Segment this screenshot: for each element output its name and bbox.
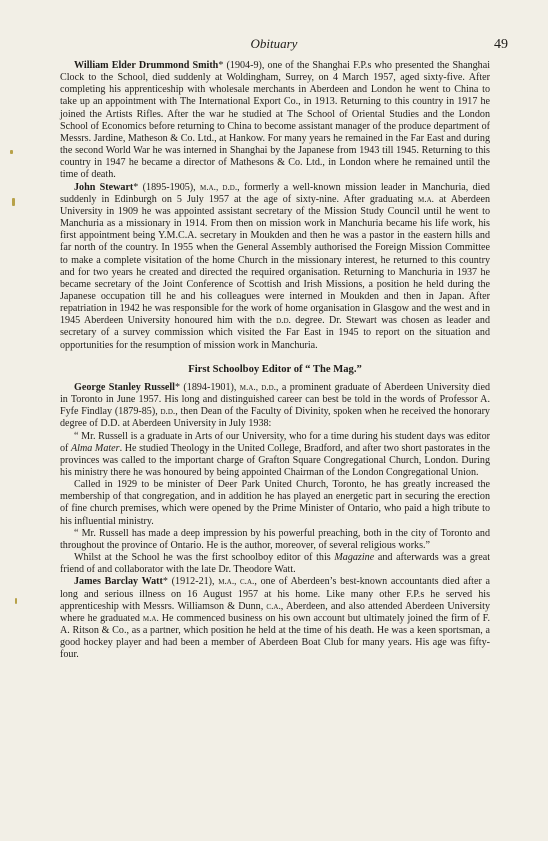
obituary-name: George Stanley Russell <box>74 381 175 393</box>
section-heading: First Schoolboy Editor of “ The Mag.” <box>188 363 362 375</box>
obituary-name: William Elder Drummond Smith <box>74 60 219 71</box>
obituary-body <box>60 60 490 662</box>
obituary-name: John Stewart <box>74 181 134 193</box>
obituary-stewart: John Stewart* (1895-1905), m.a., d.d., formerly a well-known mission leader in Manchuria, died suddenly in Edinburgh on 5 July 1957 at the age of sixty-nine. After graduating m.a. at Aberdeen University in 1909 he was appointed assistant secretary of the Mission Study Council until he went to Manchuria as a missionary in 1914. From then on mission work in Manchuria became his life work, his first appointment being Y.M.C.A. secretary in Moukden and then he was a pastor in the eastern hills and far north of the country. In 1955 when the General Assembly authorised the Foreign Mission Committee to make a complete visitation of the home Church in the missionary interest, he returned to this country and for two years he created and directed the required organisation. Returning to Manchuria in 1937 he became secretary of the Joint Conference of Scottish and Irish Missions, a position he held during the Japanese occupation till he and his colleagues were interned in Moukden and then in Japan. After repatriation in 1942 he was responsible for the work of home organisation in Glasgow and the west and in 1945 Aberdeen University honoured him with the d.d. degree. Dr. Stewart was chosen as leader and secretary of a survey commission which visited the Far East in 1945 to report on the situation and opportunities for the resumption of mission work in Manchuria. <box>60 181 490 351</box>
margin-mark <box>15 598 17 604</box>
quote-paragraph: Called in 1929 to be minister of Deer Park United Church, Toronto, he has greatly increased the membership of that congregation, and in addition he has played an energetic part in securing the erection of fine church premises, which were opened by the Prime Minister of Ontario, who paid a high tribute to his influential ministry. <box>60 479 490 527</box>
page-number: 49 <box>494 37 508 52</box>
margin-mark <box>10 150 13 154</box>
margin-mark <box>12 198 15 206</box>
running-head: Obituary <box>250 36 298 51</box>
obituary-name: James Barclay Watt <box>74 576 163 588</box>
quote-paragraph: “ Mr. Russell is a graduate in Arts of our University, who for a time during his student days was editor of Alma Mater. He studied Theology in the United College, Bradford, and after two short pastorates in the provinces was called to the important charge of Grafton Square Congregational Church, London. During his ministry there he was honoured by being appointed Chairman of the London Congregational Union. <box>60 430 490 478</box>
school-note-paragraph: Whilst at the School he was the first schoolboy editor of this Magazine and afterwards was a great friend of and collaborator with the late Dr. Theodore Watt. <box>60 552 490 576</box>
obituary-smith: William Elder Drummond Smith* (1904-9), one of the Shanghai F.P.s who presented the Shanghai Clock to the School, died suddenly at Woldingham, Surrey, on 4 March 1957, aged sixty-five. After completing his apprenticeship with wholesale merchants in Aberdeen and London he went to China to take up an appointment with The International Export Co., in 1913. Returning to this country in 1917 he joined the Artists Rifles. After the war he studied at The School of Oriental Studies and the London School of Economics before returning to China to become assistant manager of the produce department of Messrs. Jardine, Matheson & Co. Ltd., at Hankow. For many years he remained in the Far East and during the second World War he was interned in Shanghai by the Japanese from 1943 till 1945. Returning to this country in 1947 he became a director of Mathesons & Co. Ltd., in London where he remained until the time of death. <box>60 60 491 181</box>
obituary-watt: James Barclay Watt* (1912-21), m.a., c.a., one of Aberdeen’s best-known accountants died after a long and serious illness on 16 August 1957 at his home. Like many other F.P.s he served his apprenticeship with Messrs. Williamson & Dunn, c.a., Aberdeen, and also attended Aberdeen University where he graduated m.a. He commenced business on his own account but ultimately joined the firm of F. A. Ritson & Co., as a partner, which position he held at the time of his death. He was a keen sportsman, a good hockey player and had been a member of Aberdeen Boat Club for many years. His age was fifty-four. <box>60 576 491 661</box>
quote-paragraph: “ Mr. Russell has made a deep impression by his powerful preaching, both in the city of Toronto and throughout the province of Ontario. He is the author, moreover, of several religious works.” <box>60 527 490 551</box>
obituary-russell: George Stanley Russell* (1894-1901), m.a., d.d., a prominent graduate of Aberdeen University died in Toronto in June 1957. His long and distinguished career can best be told in the words of Professor A. Fyfe Findlay (1879-85), d.d., then Dean of the Faculty of Divinity, spoken when he received the honorary degree of D.D. at Aberdeen University in July 1938: <box>60 381 491 430</box>
